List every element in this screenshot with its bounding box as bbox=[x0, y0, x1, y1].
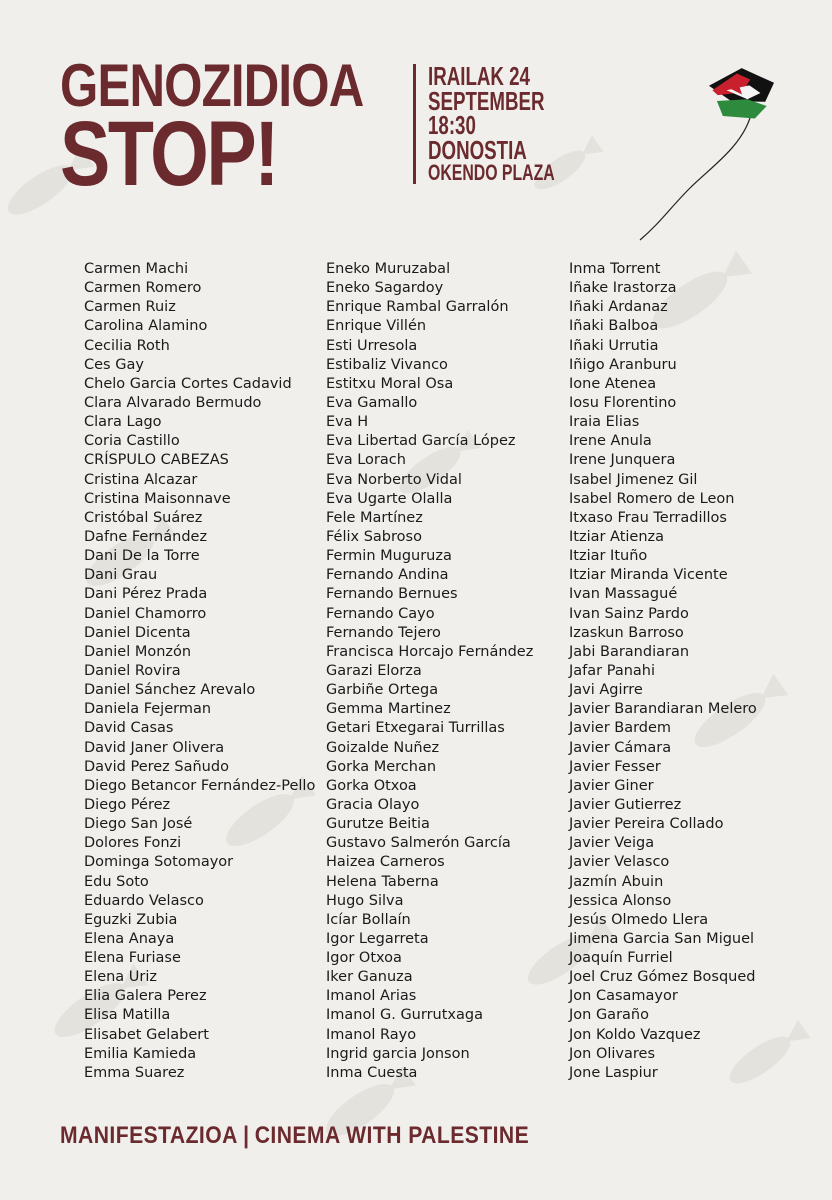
signatory-name: Fernando Bernues bbox=[326, 586, 458, 603]
signatory-name: David Perez Sañudo bbox=[84, 758, 229, 775]
signatory-name: Imanol Rayo bbox=[326, 1026, 417, 1043]
signatory-name: Daniel Rovira bbox=[84, 662, 181, 679]
signatories-column-2 bbox=[326, 260, 533, 1083]
signatory-name: Gracia Olayo bbox=[326, 796, 420, 813]
signatory-name: Eva Gamallo bbox=[326, 394, 418, 411]
signatory-name: Cristina Maisonnave bbox=[84, 490, 231, 507]
headline bbox=[60, 52, 364, 205]
signatory-name: Daniela Fejerman bbox=[84, 701, 212, 718]
signatory-name: Imanol G. Gurrutxaga bbox=[326, 1007, 483, 1024]
signatory-name: Itziar Atienza bbox=[569, 528, 665, 545]
signatory-name: Haizea Carneros bbox=[326, 854, 445, 871]
signatory-name: Javier Fesser bbox=[569, 758, 661, 775]
signatory-name: Imanol Arias bbox=[326, 988, 417, 1005]
signatory-name: Gustavo Salmerón García bbox=[326, 835, 511, 852]
signatory-name: Emma Suarez bbox=[84, 1064, 185, 1081]
signatory-name: Hugo Silva bbox=[326, 892, 404, 909]
signatory-name: Chelo Garcia Cortes Cadavid bbox=[84, 375, 292, 392]
signatory-name: Estibaliz Vivanco bbox=[326, 356, 448, 373]
signatory-name: Francisca Horcajo Fernández bbox=[326, 643, 534, 660]
signatory-name: CRÍSPULO CABEZAS bbox=[84, 452, 229, 469]
signatory-name: Daniel Sánchez Arevalo bbox=[84, 682, 256, 699]
signatory-name: Elena Uriz bbox=[84, 969, 158, 986]
signatory-name: Javier Veiga bbox=[569, 835, 655, 852]
signatory-name: Elisabet Gelabert bbox=[84, 1026, 209, 1043]
signatory-name: Eva Lorach bbox=[326, 452, 406, 469]
signatory-name: Carmen Machi bbox=[84, 261, 189, 277]
signatory-name: Coria Castillo bbox=[84, 433, 180, 450]
header-divider bbox=[413, 64, 416, 184]
signatory-name: Eduardo Velasco bbox=[84, 892, 204, 909]
signatory-name: Javi Agirre bbox=[569, 682, 643, 699]
signatory-name: Fernando Cayo bbox=[326, 605, 435, 622]
signatory-name: Ingrid garcia Jonson bbox=[326, 1045, 470, 1062]
signatory-name: Garazi Elorza bbox=[326, 662, 422, 679]
signatory-name: Eva Norberto Vidal bbox=[326, 471, 462, 488]
signatory-name: Fernando Andina bbox=[326, 567, 449, 584]
signatory-name: Helena Taberna bbox=[326, 873, 439, 890]
signatory-name: Eguzki Zubia bbox=[84, 911, 178, 928]
signatory-name: Eva Libertad García López bbox=[326, 433, 516, 450]
signatory-name: Ivan Massagué bbox=[569, 586, 678, 603]
signatory-name: Garbiñe Ortega bbox=[326, 682, 439, 699]
signatory-name: David Janer Olivera bbox=[84, 739, 225, 756]
signatory-name: Ivan Sainz Pardo bbox=[569, 605, 689, 622]
signatory-name: Jon Koldo Vazquez bbox=[569, 1026, 701, 1043]
signatory-name: Javier Pereira Collado bbox=[569, 816, 724, 833]
signatory-name: David Casas bbox=[84, 720, 174, 737]
footer-left: MANIFESTAZIOA bbox=[60, 1122, 238, 1149]
footer-right: CINEMA WITH PALESTINE bbox=[254, 1122, 530, 1149]
signatory-name: Jabi Barandiaran bbox=[569, 643, 690, 660]
signatory-name: Jone Laspiur bbox=[569, 1064, 658, 1081]
signatory-name: Edu Soto bbox=[84, 873, 149, 890]
headline-line2: STOP! bbox=[60, 103, 277, 205]
signatory-name: Iñaki Balboa bbox=[569, 318, 659, 335]
signatory-name: Gurutze Beitia bbox=[326, 816, 430, 833]
signatory-name: Jon Olivares bbox=[569, 1045, 656, 1062]
signatory-name: Diego San José bbox=[84, 816, 193, 833]
signatory-name: Javier Gutierrez bbox=[569, 796, 682, 813]
signatory-name: Gemma Martinez bbox=[326, 701, 451, 718]
signatory-name: Jesús Olmedo Llera bbox=[569, 911, 709, 928]
signatory-name: Carmen Romero bbox=[84, 280, 202, 297]
signatory-name: Daniel Chamorro bbox=[84, 605, 207, 622]
signatory-name: Jon Garaño bbox=[569, 1007, 649, 1024]
event-date-en: SEPTEMBER bbox=[428, 85, 545, 116]
footer bbox=[60, 1122, 529, 1150]
signatory-name: Fermin Muguruza bbox=[326, 548, 452, 565]
signatory-name: Jimena Garcia San Miguel bbox=[569, 930, 755, 947]
event-date-eu: IRAILAK 24 bbox=[428, 61, 530, 91]
signatory-name: Gorka Merchan bbox=[326, 758, 437, 775]
signatory-name: Fernando Tejero bbox=[326, 624, 441, 641]
signatory-name: Javier Bardem bbox=[569, 720, 672, 737]
signatory-name: Elena Furiase bbox=[84, 950, 181, 967]
signatory-name: Clara Lago bbox=[84, 414, 162, 431]
signatory-name: Daniel Dicenta bbox=[84, 624, 191, 641]
signatory-name: Itxaso Frau Terradillos bbox=[569, 509, 727, 526]
signatories-column-3 bbox=[569, 260, 757, 1083]
signatory-name: Eva Ugarte Olalla bbox=[326, 490, 453, 507]
signatory-name: Iosu Florentino bbox=[569, 394, 677, 411]
signatory-name: Jafar Panahi bbox=[569, 662, 655, 679]
signatory-name: Dani Grau bbox=[84, 567, 158, 584]
signatory-name: Iker Ganuza bbox=[326, 969, 413, 986]
signatory-name: Icíar Bollaín bbox=[326, 911, 411, 928]
signatory-name: Igor Legarreta bbox=[326, 930, 429, 947]
signatory-name: Isabel Romero de Leon bbox=[569, 490, 735, 507]
signatory-name: Esti Urresola bbox=[326, 337, 418, 354]
signatory-name: Eneko Muruzabal bbox=[326, 261, 451, 277]
signatory-name: Getari Etxegarai Turrillas bbox=[326, 720, 505, 737]
signatory-name: Ces Gay bbox=[84, 356, 144, 373]
signatories-column-1 bbox=[84, 260, 315, 1083]
signatory-name: Cecilia Roth bbox=[84, 337, 170, 354]
signatory-name: Dominga Sotomayor bbox=[84, 854, 234, 871]
signatory-name: Jazmín Abuin bbox=[569, 873, 664, 890]
signatory-name: Isabel Jimenez Gil bbox=[569, 471, 698, 488]
palestine-flag-kite-icon bbox=[630, 58, 790, 248]
signatory-name: Irene Anula bbox=[569, 433, 652, 450]
signatory-name: Gorka Otxoa bbox=[326, 777, 417, 794]
signatory-name: Cristina Alcazar bbox=[84, 471, 198, 488]
signatory-name: Diego Betancor Fernández-Pello bbox=[84, 777, 316, 794]
signatory-name: Joel Cruz Gómez Bosqued bbox=[569, 969, 756, 986]
signatory-name: Fele Martínez bbox=[326, 509, 423, 526]
signatory-name: Dafne Fernández bbox=[84, 528, 208, 545]
signatory-name: Itziar Miranda Vicente bbox=[569, 567, 728, 584]
event-time: 18:30 bbox=[428, 110, 476, 140]
signatory-name: Elena Anaya bbox=[84, 930, 175, 947]
signatory-name: Joaquín Furriel bbox=[569, 950, 673, 967]
signatory-name: Diego Pérez bbox=[84, 796, 171, 813]
signatory-name: Javier Velasco bbox=[569, 854, 670, 871]
signatory-name: Iraia Elias bbox=[569, 414, 640, 431]
footer-separator: | bbox=[243, 1122, 250, 1149]
signatory-name: Iñake Irastorza bbox=[569, 280, 677, 297]
signatory-name: Cristóbal Suárez bbox=[84, 509, 203, 526]
signatory-name: Irene Junquera bbox=[569, 452, 676, 469]
signatory-name: Carmen Ruiz bbox=[84, 299, 176, 316]
signatory-name: Elisa Matilla bbox=[84, 1007, 171, 1024]
event-place: OKENDO PLAZA bbox=[428, 160, 555, 185]
event-city: DONOSTIA bbox=[428, 134, 527, 165]
signatory-name: Elia Galera Perez bbox=[84, 988, 207, 1005]
signatory-name: Eva H bbox=[326, 414, 369, 431]
signatory-name: Eneko Sagardoy bbox=[326, 280, 444, 297]
signatory-name: Igor Otxoa bbox=[326, 950, 402, 967]
signatory-name: Itziar Ituño bbox=[569, 548, 648, 565]
signatory-name: Jon Casamayor bbox=[569, 988, 678, 1005]
signatory-name: Dani Pérez Prada bbox=[84, 586, 208, 603]
signatory-name: Emilia Kamieda bbox=[84, 1045, 197, 1062]
signatory-name: Clara Alvarado Bermudo bbox=[84, 394, 262, 411]
event-info bbox=[428, 61, 555, 185]
signatory-name: Goizalde Nuñez bbox=[326, 739, 440, 756]
signatory-name: Inma Cuesta bbox=[326, 1064, 418, 1081]
signatory-name: Félix Sabroso bbox=[326, 528, 422, 545]
signatory-name: Javier Barandiaran Melero bbox=[569, 701, 757, 718]
signatory-name: Iñaki Ardanaz bbox=[569, 299, 668, 316]
signatory-name: Iñaki Urrutia bbox=[569, 337, 659, 354]
signatory-name: Ione Atenea bbox=[569, 375, 657, 392]
signatory-name: Iñigo Aranburu bbox=[569, 356, 677, 373]
signatory-name: Javier Cámara bbox=[569, 739, 672, 756]
signatory-name: Jessica Alonso bbox=[569, 892, 672, 909]
signatory-name: Javier Giner bbox=[569, 777, 654, 794]
headline-line1: GENOZIDIOA bbox=[60, 52, 364, 119]
signatory-name: Enrique Villén bbox=[326, 318, 427, 335]
signatory-name: Daniel Monzón bbox=[84, 643, 192, 660]
signatory-name: Izaskun Barroso bbox=[569, 624, 684, 641]
signatory-name: Inma Torrent bbox=[569, 261, 661, 277]
signatory-name: Estitxu Moral Osa bbox=[326, 375, 454, 392]
signatory-name: Dolores Fonzi bbox=[84, 835, 182, 852]
signatory-name: Carolina Alamino bbox=[84, 318, 208, 335]
signatory-name: Enrique Rambal Garralón bbox=[326, 299, 509, 316]
signatory-name: Dani De la Torre bbox=[84, 548, 200, 565]
